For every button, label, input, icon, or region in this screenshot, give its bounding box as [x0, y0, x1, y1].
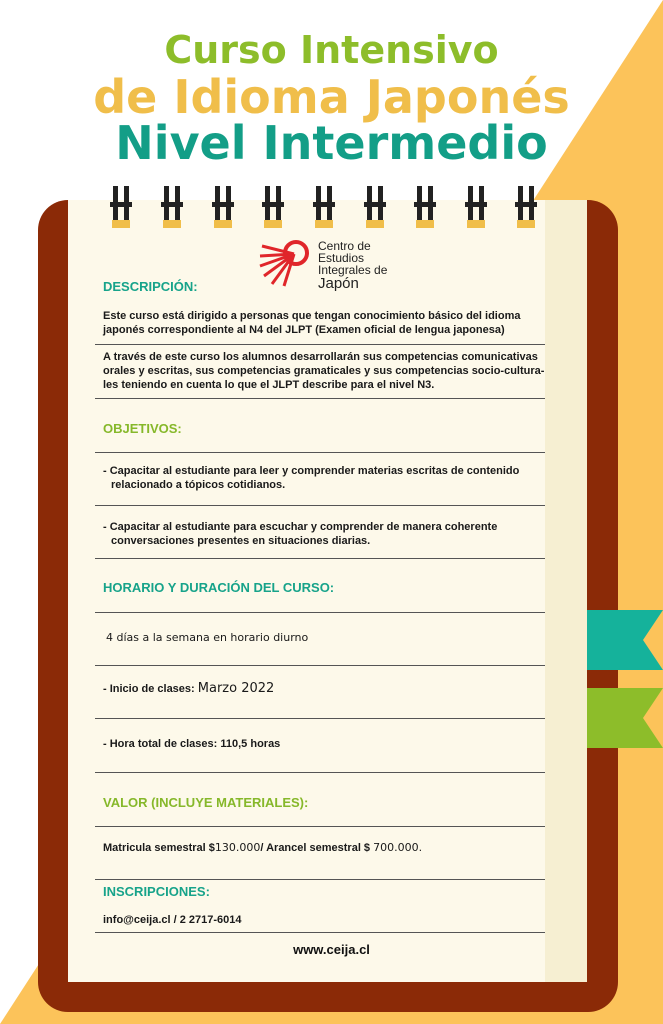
logo-line-1: Centro de	[318, 239, 371, 253]
text-line: les teniendo en cuenta lo que el JLPT describe para el nivel N3.	[103, 379, 435, 391]
ruled-line	[95, 665, 545, 666]
logo-line-2: Estudios	[318, 251, 365, 265]
text-line: orales y escritas, sus competencias gramaticales y sus competencias socio-cultura-	[103, 365, 545, 377]
ruled-line	[95, 398, 545, 399]
spiral-ring-icon	[110, 186, 132, 230]
descripcion-paragraph-2	[103, 350, 553, 392]
inicio-value: Marzo 2022	[197, 681, 275, 696]
spiral-ring-icon	[262, 186, 284, 230]
spiral-ring-icon	[515, 186, 537, 230]
ruled-line	[95, 344, 545, 345]
title-line-1: Curso Intensivo	[164, 28, 499, 72]
horario-heading: HORARIO Y DURACIÓN DEL CURSO:	[103, 580, 335, 595]
valor-heading: VALOR (INCLUYE MATERIALES):	[103, 795, 309, 810]
title-line-3: Nivel Intermedio	[115, 116, 548, 170]
website-link[interactable]: www.ceija.cl	[293, 942, 370, 957]
matricula-label: Matricula semestral $	[103, 842, 215, 854]
hora-total: - Hora total de clases: 110,5 horas	[103, 738, 281, 750]
valor-precios	[103, 841, 553, 855]
text-line: - Capacitar al estudiante para leer y comprender materias escritas de contenido	[103, 465, 520, 477]
spiral-ring-icon	[161, 186, 183, 230]
ruled-line	[95, 612, 545, 613]
inscripciones-contacto[interactable]: info@ceija.cl / 2 2717-6014	[103, 914, 242, 926]
text-line: - Capacitar al estudiante para escuchar y comprender de manera coherente	[103, 521, 498, 533]
ruled-line	[95, 452, 545, 453]
spiral-ring-icon	[414, 186, 436, 230]
ruled-line	[95, 932, 545, 933]
spiral-ring-icon	[465, 186, 487, 230]
logo-line-3: Integrales de	[318, 263, 388, 277]
text-line: japonés correspondiente al N4 del JLPT (Examen oficial de lengua japonesa)	[103, 324, 505, 336]
objetivo-2	[103, 520, 553, 548]
inscripciones-heading: INSCRIPCIONES:	[103, 884, 210, 899]
horario-dias: 4 días a la semana en horario diurno	[106, 631, 309, 644]
inicio-label: - Inicio de clases:	[103, 683, 195, 695]
text-line: A través de este curso los alumnos desarrollarán sus competencias comunicativas	[103, 351, 538, 363]
ruled-line	[95, 826, 545, 827]
arancel-label: / Arancel semestral $	[260, 842, 371, 854]
green-ribbon-tab	[587, 688, 663, 748]
teal-ribbon-tab	[587, 610, 663, 670]
ruled-line	[95, 879, 545, 880]
logo-line-4: Japón	[318, 275, 359, 292]
sun-rays-icon	[258, 238, 318, 288]
descripcion-heading: DESCRIPCIÓN:	[103, 279, 198, 294]
descripcion-paragraph-1	[103, 309, 553, 337]
spiral-ring-icon	[313, 186, 335, 230]
title-line-2: de Idioma Japonés	[93, 70, 570, 124]
spiral-ring-icon	[364, 186, 386, 230]
text-line: relacionado a tópicos cotidianos.	[111, 479, 286, 491]
text-line: conversaciones presentes en situaciones diarias.	[111, 535, 371, 547]
logo-text	[318, 240, 387, 292]
arancel-value: 700.000.	[373, 841, 423, 854]
ruled-line	[95, 718, 545, 719]
ruled-line	[95, 505, 545, 506]
spiral-ring-icon	[212, 186, 234, 230]
matricula-value: 130.000	[214, 841, 261, 854]
ruled-line	[95, 772, 545, 773]
text-line: Este curso está dirigido a personas que tengan conocimiento básico del idioma	[103, 310, 521, 322]
objetivo-1	[103, 464, 553, 492]
objetivos-heading: OBJETIVOS:	[103, 421, 182, 436]
ruled-line	[95, 558, 545, 559]
inicio-clases	[103, 682, 553, 696]
